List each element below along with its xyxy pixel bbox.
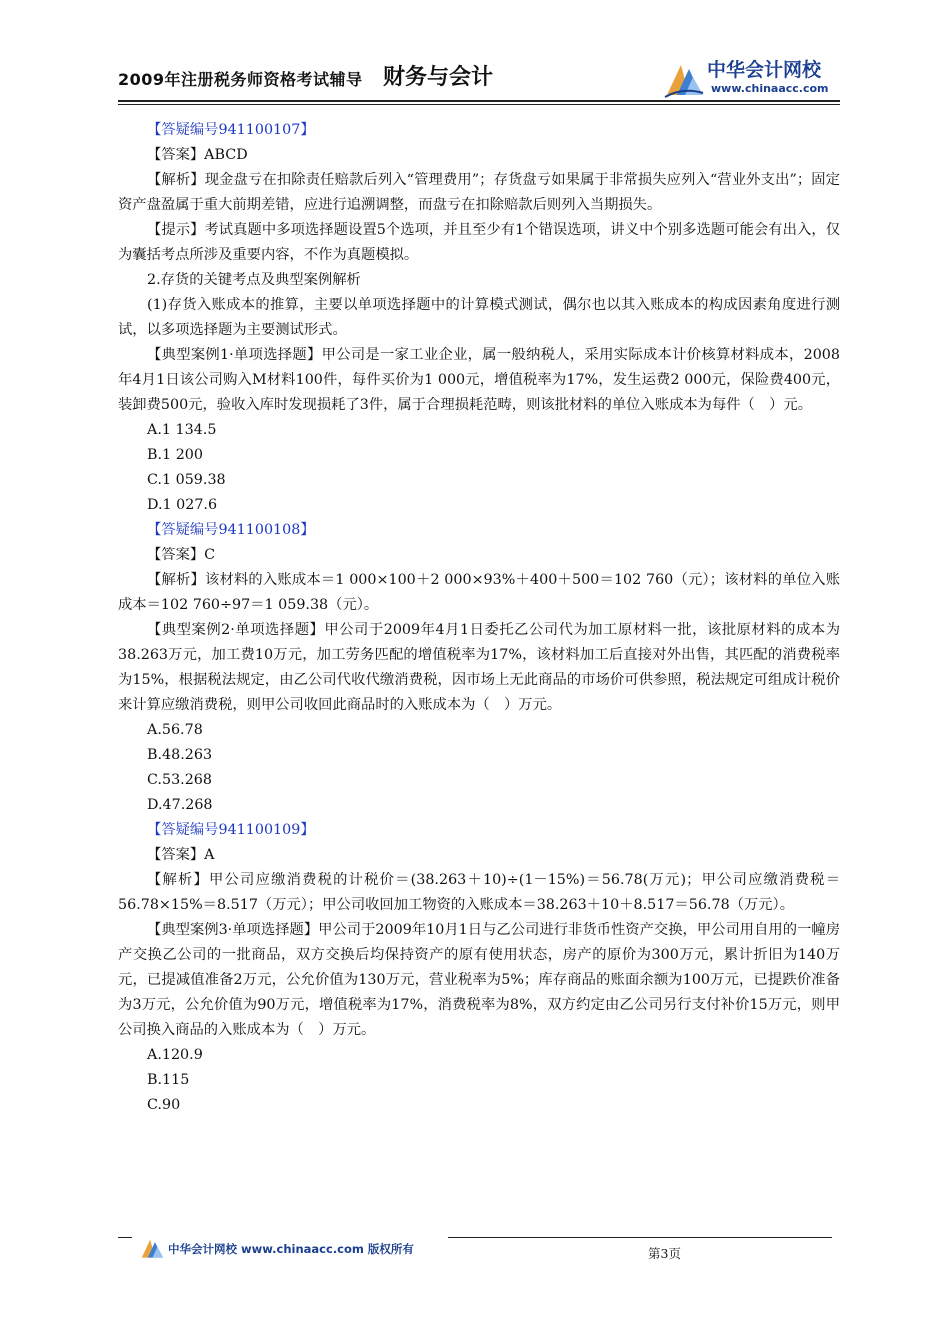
paragraph: 【典型案例3·单项选择题】甲公司于2009年10月1日与乙公司进行非货币性资产交换，甲公司用自用的一幢房产交换乙公司的一批商品，双方交换后均保持资产的原有使用状态，房产的原价为300万元，累计折旧为140万元，已提减值准备2万元，公允价值为130万元，营业税率为5%；库存商品的账面余额为100万元，已提跌价准备为3万元，公允价值为90万元，增值税率为17%，消费税率为8%，双方约定由乙公司另行支付补价15万元，则甲公司换入商品的入账成本为（ ）万元。 bbox=[118, 922, 840, 1038]
footer-rule-right bbox=[448, 1237, 832, 1238]
document-body bbox=[118, 118, 840, 1118]
paragraph: A.1 134.5 bbox=[147, 422, 217, 438]
logo-name: 中华会计网校 bbox=[707, 59, 822, 81]
paragraph: 【典型案例2·单项选择题】甲公司于2009年4月1日委托乙公司代为加工原材料一批，该批原材料的成本为38.263万元，加工费10万元，加工劳务匹配的增值税率为17%，该材料加工后直接对外出售，其匹配的消费税率为15%，根据税法规定，由乙公司代收代缴消费税，因市场上无此商品的市场价可供参照，税法规定可组成计税价来计算应缴消费税，则甲公司收回此商品时的入账成本为（ ）万元。 bbox=[118, 622, 840, 713]
paragraph: 【答案】A bbox=[147, 847, 215, 863]
paragraph: 【答案】C bbox=[147, 547, 216, 563]
chinaacc-logo-icon bbox=[663, 59, 705, 99]
paragraph: 2.存货的关键考点及典型案例解析 bbox=[147, 272, 361, 288]
paragraph: C.1 059.38 bbox=[147, 472, 226, 488]
paragraph: B.48.263 bbox=[147, 747, 213, 763]
header-rule-thin bbox=[118, 104, 840, 105]
footer-logo-icon bbox=[138, 1236, 166, 1264]
paragraph: 【提示】考试真题中多项选择题设置5个选项，并且至少有1个错误选项，讲义中个别多选题可能会有出入，仅为囊括考点所涉及重要内容，不作为真题模拟。 bbox=[118, 222, 840, 263]
brand-logo bbox=[663, 55, 838, 103]
paragraph: D.47.268 bbox=[147, 797, 213, 813]
footer-copyright: 中华会计网校 www.chinaacc.com 版权所有 bbox=[168, 1242, 414, 1256]
qa-reference-id: 【答疑编号941100107】 bbox=[147, 122, 315, 138]
paragraph: B.115 bbox=[147, 1072, 190, 1088]
paragraph: (1)存货入账成本的推算，主要以单项选择题中的计算模式测试，偶尔也以其入账成本的构成因素角度进行测试，以多项选择题为主要测试形式。 bbox=[118, 297, 840, 338]
paragraph: A.120.9 bbox=[147, 1047, 203, 1063]
paragraph: A.56.78 bbox=[147, 722, 203, 738]
qa-reference-id: 【答疑编号941100108】 bbox=[147, 522, 315, 538]
paragraph: B.1 200 bbox=[147, 447, 203, 463]
paragraph: 【答案】ABCD bbox=[147, 147, 248, 163]
header-rule bbox=[118, 100, 840, 102]
paragraph: 【典型案例1·单项选择题】甲公司是一家工业企业，属一般纳税人，采用实际成本计价核算材料成本，2008年4月1日该公司购入M材料100件，每件买价为1 000元，增值税率为17%，发生运费2 000元，保险费400元，装卸费500元，验收入库时发现损耗了3件，属于合理损耗范畴，则该批材料的单位入账成本为每件（ ）元。 bbox=[118, 347, 840, 413]
paragraph: 【解析】该材料的入账成本＝1 000×100＋2 000×93%＋400＋500＝102 760（元）；该材料的单位入账成本＝102 760÷97＝1 059.38（元）。 bbox=[118, 572, 840, 613]
paragraph: 【解析】甲公司应缴消费税的计税价＝(38.263＋10)÷(1－15%)＝56.78(万元)；甲公司应缴消费税＝56.78×15%＝8.517（万元）；甲公司收回加工物资的入账成本＝38.263＋10＋8.517＝56.78（万元）。 bbox=[118, 872, 840, 913]
footer-rule-left bbox=[118, 1237, 132, 1238]
qa-reference-id: 【答疑编号941100109】 bbox=[147, 822, 315, 838]
header-title: 2009年注册税务师资格考试辅导 bbox=[118, 70, 363, 89]
paragraph: D.1 027.6 bbox=[147, 497, 218, 513]
paragraph: C.90 bbox=[147, 1097, 181, 1113]
paragraph: 【解析】现金盘亏在扣除责任赔款后列入“管理费用”；存货盘亏如果属于非常损失应列入“营业外支出”；固定资产盘盈属于重大前期差错，应进行追溯调整，而盘亏在扣除赔款后则列入当期损失。 bbox=[118, 172, 840, 213]
header-subject: 财务与会计 bbox=[383, 65, 494, 90]
page-header bbox=[118, 55, 838, 105]
logo-url: www.chinaacc.com bbox=[711, 82, 829, 95]
page-number: 第3页 bbox=[648, 1246, 681, 1261]
paragraph: C.53.268 bbox=[147, 772, 212, 788]
